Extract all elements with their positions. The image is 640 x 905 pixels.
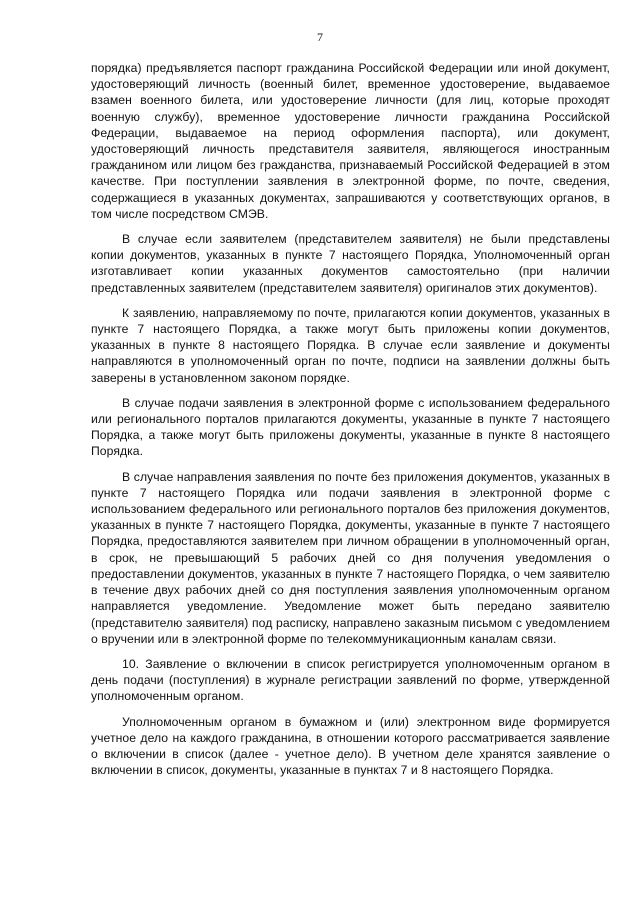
paragraph-copies-by-authority: В случае если заявителем (представителем заявителя) не были представлены копии документов, указанных в пункте 7 настоящего Порядка, Уполномоченный орган изготавливает копии указанных документов самостоятельно (при наличии представленных заявителем (представителем заявителя) оригиналов этих документов). — [91, 232, 610, 295]
paragraph-continuation: порядка) предъявляется паспорт гражданина Российской Федерации или иной документ, удостоверяющий личность (военный билет, временное удостоверение, выдаваемое взамен военного билета, или удостоверение личности (для лиц, которые проходят военную службу), временное удостоверение личности гражданина Российской Федерации, выдаваемое на период оформления паспорта), или документ, удостоверяющий личность представителя заявителя, являющегося иностранным гражданином или лицом без гражданства, признаваемый Российской Федерацией в этом качестве. При поступлении заявления в электронной форме, по почте, сведения, содержащиеся в указанных документах, запрашиваются у соответствующих органов, в том числе посредством СМЭВ. — [91, 61, 610, 221]
document-body — [91, 60, 610, 787]
paragraph-electronic-submission: В случае подачи заявления в электронной форме с использованием федерального или регионального порталов прилагаются документы, указанные в пункте 7 настоящего Порядка, а также могут быть приложены документы, указанные в пункте 8 настоящего Порядка. — [91, 395, 610, 459]
paragraph-case-file: Уполномоченным органом в бумажном и (или) электронном виде формируется учетное дело на каждого гражданина, в отношении которого рассматривается заявление о включении в список (далее - учетное дело). В учетном деле хранятся заявление о включении в список, документы, указанные в пунктах 7 и 8 настоящего Порядка. — [91, 714, 610, 778]
paragraph-item-10: 10. Заявление о включении в список регистрируется уполномоченным органом в день подачи (поступления) в журнале регистрации заявлений по форме, утвержденной уполномоченным органом. — [91, 656, 610, 704]
page-number: 7 — [317, 30, 323, 44]
paragraph-mail-submission: К заявлению, направляемому по почте, прилагаются копии документов, указанных в пункте 7 настоящего Порядка, а также могут быть приложены копии документов, указанных в пункте 8 настоящего Порядка. В случае если заявление и документы направляются в уполномоченный орган по почте, подписи на заявлении должны быть заверены в установленном законом порядке. — [91, 305, 610, 385]
paragraph-without-documents: В случае направления заявления по почте без приложения документов, указанных в пункте 7 настоящего Порядка или подачи заявления в электронной форме с использованием федерального или регионального порталов без приложения документов, указанных в пункте 7 настоящего Порядка, документы, указанные в пункте 7 настоящего Порядка, предоставляются заявителем при личном обращении в уполномоченный орган, в срок, не превышающий 5 рабочих дней со дня получения уведомления о предоставлении документов, указанных в пункте 7 настоящего Порядка, о чем заявителю в течение двух рабочих дней со дня поступления заявления уполномоченным органом направляется уведомление. Уведомление может быть передано заявителю (представителю заявителя) под расписку, направлено заказным письмом с уведомлением о вручении или в электронной форме по телекоммуникационным каналам связи. — [91, 469, 610, 646]
